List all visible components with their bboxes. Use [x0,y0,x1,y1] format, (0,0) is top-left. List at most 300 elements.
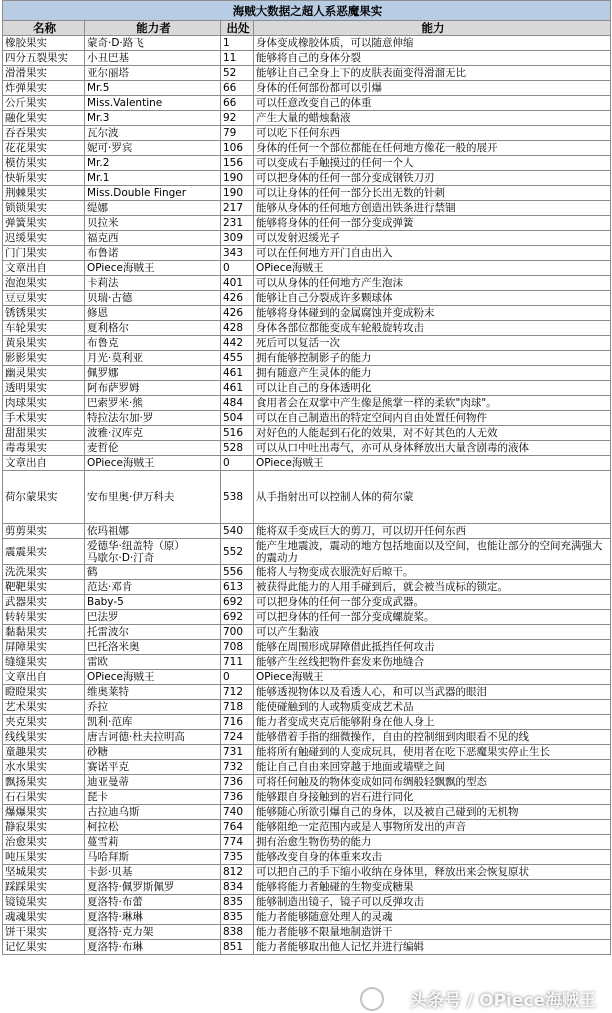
source-cell: 736 [221,775,254,790]
fruit-name-cell: 童趣果实 [3,745,85,760]
fruit-table-body [3,1,611,955]
user-cell: 巴托洛米奥 [85,640,221,655]
source-cell: 343 [221,246,254,261]
ability-cell: 可以吃下任何东西 [254,126,611,141]
user-cell: 迪亚曼蒂 [85,775,221,790]
user-cell: 安布里奥·伊万科夫 [85,471,221,524]
user-cell: 缇娜 [85,201,221,216]
table-row [3,126,611,141]
fruit-name-cell: 震震果实 [3,539,85,565]
ability-cell: 可以把身体的任何一部分变成武器。 [254,595,611,610]
fruit-name-cell: 文章出自 [3,261,85,276]
user-cell: 卡彭·贝基 [85,865,221,880]
table-row [3,321,611,336]
fruit-name-cell: 幽灵果实 [3,366,85,381]
user-cell: 赛诺平克 [85,760,221,775]
source-cell: 774 [221,835,254,850]
user-cell: 亚尔丽塔 [85,66,221,81]
fruit-name-cell: 转转果实 [3,610,85,625]
table-row [3,865,611,880]
ability-cell: 可以变成右手触摸过的任何一个人 [254,156,611,171]
fruit-name-cell: 豆豆果实 [3,291,85,306]
fruit-name-cell: 踩踩果实 [3,880,85,895]
table-row [3,51,611,66]
title-row [3,1,611,21]
table-row [3,381,611,396]
table-row [3,715,611,730]
table-row [3,580,611,595]
fruit-name-cell: 剪剪果实 [3,524,85,539]
header-row [3,21,611,36]
table-row [3,351,611,366]
source-cell: 190 [221,171,254,186]
fruit-name-cell: 快斩果实 [3,171,85,186]
fruit-name-cell: 肉球果实 [3,396,85,411]
table-row [3,655,611,670]
source-cell: 92 [221,111,254,126]
watermark-logo-icon [360,987,384,1011]
ability-cell: 可以把自己的手下缩小收纳在身体里，释放出来会恢复原状 [254,865,611,880]
table-row [3,201,611,216]
ability-cell: 从手指射出可以控制人体的荷尔蒙 [254,471,611,524]
user-cell: 贝瑞·古德 [85,291,221,306]
table-row [3,805,611,820]
table-row [3,835,611,850]
table-row [3,790,611,805]
table-row [3,171,611,186]
fruit-name-cell: 水水果实 [3,760,85,775]
fruit-name-cell: 黏黏果实 [3,625,85,640]
user-cell: 鹤 [85,565,221,580]
source-cell: 11 [221,51,254,66]
source-cell: 735 [221,850,254,865]
table-row [3,81,611,96]
fruit-name-cell: 瞪瞪果实 [3,685,85,700]
source-cell: 740 [221,805,254,820]
source-cell: 700 [221,625,254,640]
table-row [3,471,611,524]
user-cell: 依玛祖娜 [85,524,221,539]
table-row [3,940,611,955]
fruit-name-cell: 荆棘果实 [3,186,85,201]
user-cell: 蔓雪莉 [85,835,221,850]
user-cell: 夏洛特·布琳 [85,940,221,955]
ability-cell: 能让自己自由来回穿越于地面或墙壁之间 [254,760,611,775]
source-cell: 528 [221,441,254,456]
header-name: 名称 [3,21,85,36]
user-cell: 布鲁诺 [85,246,221,261]
source-cell: 0 [221,670,254,685]
user-cell: Mr.3 [85,111,221,126]
header-ability: 能力 [254,21,611,36]
source-cell: 0 [221,456,254,471]
ability-cell: 能将所有触碰到的人变成玩具，使用者在吃下恶魔果实停止生长 [254,745,611,760]
user-cell: 爱德华·纽盖特（原） 马歇尔·D·汀奇 [85,539,221,565]
ability-cell: 可以把身体的任何一部分变成钢铁刀刃 [254,171,611,186]
user-cell: 夏洛特·布蕾 [85,895,221,910]
fruit-name-cell: 公斤果实 [3,96,85,111]
fruit-name-cell: 车轮果实 [3,321,85,336]
table-row [3,700,611,715]
source-cell: 716 [221,715,254,730]
table-row [3,925,611,940]
ability-cell: 对好色的人能起到石化的效果，对不好其色的人无效 [254,426,611,441]
ability-cell: 能将双手变成巨大的剪刀，可以切开任何东西 [254,524,611,539]
table-row [3,670,611,685]
ability-cell: 可以从口中吐出毒气，亦可从身体释放出大量含剧毒的液体 [254,441,611,456]
table-row [3,441,611,456]
table-row [3,96,611,111]
table-row [3,820,611,835]
ability-cell: 能力者能够取出他人记忆并进行编辑 [254,940,611,955]
user-cell: 瓦尔波 [85,126,221,141]
header-user: 能力者 [85,21,221,36]
source-cell: 835 [221,910,254,925]
user-cell: 小丑巴基 [85,51,221,66]
user-cell: 佩罗娜 [85,366,221,381]
fruit-name-cell: 艺术果实 [3,700,85,715]
source-cell: 692 [221,610,254,625]
fruit-name-cell: 四分五裂果实 [3,51,85,66]
fruit-name-cell: 门门果实 [3,246,85,261]
ability-cell: 可以从身体的任何地方产生泡沫 [254,276,611,291]
source-cell: 540 [221,524,254,539]
source-cell: 718 [221,700,254,715]
fruit-name-cell: 缝缝果实 [3,655,85,670]
ability-cell: 可以把身体的任何一部分变成螺旋桨。 [254,610,611,625]
table-row [3,366,611,381]
user-cell: 唐吉诃德·杜夫拉明高 [85,730,221,745]
ability-cell: 身体的任何部份都可以引爆 [254,81,611,96]
source-cell: 732 [221,760,254,775]
ability-cell: 可以在自己制造出的特定空间内自由处置任何物件 [254,411,611,426]
fruit-name-cell: 甜甜果实 [3,426,85,441]
user-cell: 巴索罗米·熊 [85,396,221,411]
source-cell: 731 [221,745,254,760]
fruit-name-cell: 文章出自 [3,456,85,471]
user-cell: Miss.Double Finger [85,186,221,201]
user-cell: 雷欧 [85,655,221,670]
user-cell: 夏洛特·琳琳 [85,910,221,925]
source-cell: 552 [221,539,254,565]
user-cell: 布鲁克 [85,336,221,351]
fruit-name-cell: 武器果实 [3,595,85,610]
fruit-name-cell: 镜镜果实 [3,895,85,910]
table-row [3,850,611,865]
user-cell: 琵卡 [85,790,221,805]
source-cell: 0 [221,261,254,276]
user-cell: 修恩 [85,306,221,321]
source-cell: 401 [221,276,254,291]
fruit-name-cell: 弹簧果实 [3,216,85,231]
table-row [3,539,611,565]
user-cell: Mr.5 [85,81,221,96]
user-cell: Mr.2 [85,156,221,171]
source-cell: 66 [221,96,254,111]
source-cell: 838 [221,925,254,940]
ability-cell: OPiece海贼王 [254,670,611,685]
table-row [3,895,611,910]
source-cell: 851 [221,940,254,955]
user-cell: 乔拉 [85,700,221,715]
fruit-name-cell: 迟缓果实 [3,231,85,246]
source-cell: 834 [221,880,254,895]
fruit-name-cell: 模仿果实 [3,156,85,171]
ability-cell: 能够产生丝线把物件套发来伤地缝合 [254,655,611,670]
user-cell: 夏洛特·佩罗斯佩罗 [85,880,221,895]
fruit-table [2,0,611,955]
fruit-name-cell: 影影果实 [3,351,85,366]
user-cell: 妮可·罗宾 [85,141,221,156]
source-cell: 692 [221,595,254,610]
source-cell: 764 [221,820,254,835]
source-cell: 426 [221,291,254,306]
table-row [3,261,611,276]
ability-cell: 能力者能够随意处理人的灵魂 [254,910,611,925]
source-cell: 1 [221,36,254,51]
fruit-name-cell: 飘扬果实 [3,775,85,790]
source-cell: 516 [221,426,254,441]
table-row [3,880,611,895]
header-source: 出处 [221,21,254,36]
table-row [3,216,611,231]
ability-cell: 能够阻绝一定范围内或是人事物所发出的声音 [254,820,611,835]
fruit-name-cell: 爆爆果实 [3,805,85,820]
ability-cell: 能够让自己分裂成许多颗球体 [254,291,611,306]
ability-cell: 能够将能力者触碰的生物变成糖果 [254,880,611,895]
ability-cell: 拥有治愈生物伤势的能力 [254,835,611,850]
table-row [3,291,611,306]
ability-cell: 被获得此能力的人用手碰到后，就会被当成标的锁定。 [254,580,611,595]
source-cell: 812 [221,865,254,880]
table-row [3,595,611,610]
table-row [3,186,611,201]
user-cell: 托雷波尔 [85,625,221,640]
user-cell: 砂糖 [85,745,221,760]
ability-cell: 能够随心所欲引爆自己的身体，以及被自己碰到的无机物 [254,805,611,820]
user-cell: 古拉迪乌斯 [85,805,221,820]
ability-cell: 拥有能够控制影子的能力 [254,351,611,366]
table-row [3,610,611,625]
table-row [3,246,611,261]
source-cell: 504 [221,411,254,426]
ability-cell: 能够透视物体以及看透人心，和可以当武器的眼泪 [254,685,611,700]
fruit-name-cell: 锈锈果实 [3,306,85,321]
fruit-name-cell: 石石果实 [3,790,85,805]
user-cell: 月光·莫利亚 [85,351,221,366]
fruit-name-cell: 记忆果实 [3,940,85,955]
source-cell: 190 [221,186,254,201]
source-cell: 231 [221,216,254,231]
ability-cell: 能力者变成夹克后能够附身在他人身上 [254,715,611,730]
ability-cell: 能将人与物变成衣服洗好后晾干。 [254,565,611,580]
ability-cell: 能够将身体的任何一部分变成弹簧 [254,216,611,231]
fruit-name-cell: 吞吞果实 [3,126,85,141]
source-cell: 708 [221,640,254,655]
table-row [3,730,611,745]
fruit-name-cell: 黄泉果实 [3,336,85,351]
user-cell: OPiece海贼王 [85,670,221,685]
user-cell: OPiece海贼王 [85,261,221,276]
source-cell: 461 [221,381,254,396]
user-cell: 特拉法尔加·罗 [85,411,221,426]
fruit-name-cell: 夹克果实 [3,715,85,730]
source-cell: 426 [221,306,254,321]
ability-cell: 能使碰触到的人或物质变成艺术品 [254,700,611,715]
fruit-name-cell: 靶靶果实 [3,580,85,595]
ability-cell: 可以任意改变自己的体重 [254,96,611,111]
source-cell: 724 [221,730,254,745]
table-row [3,66,611,81]
table-row [3,156,611,171]
ability-cell: 可以发射迟缓光子 [254,231,611,246]
fruit-name-cell: 静寂果实 [3,820,85,835]
fruit-name-cell: 透明果实 [3,381,85,396]
fruit-name-cell: 毒毒果实 [3,441,85,456]
user-cell: 波雅·汉库克 [85,426,221,441]
ability-cell: OPiece海贼王 [254,456,611,471]
source-cell: 52 [221,66,254,81]
ability-cell: 能力者能够不限量地制造饼干 [254,925,611,940]
table-row [3,36,611,51]
ability-cell: 能产生地震波，震动的地方包括地面以及空间，也能让部分的空间充满强大的震动力 [254,539,611,565]
source-cell: 613 [221,580,254,595]
user-cell: 贝拉米 [85,216,221,231]
ability-cell: 身体的任何一个部位都能在任何地方像花一般的展开 [254,141,611,156]
user-cell: 夏利格尔 [85,321,221,336]
ability-cell: 身体变成橡胶体质，可以随意伸缩 [254,36,611,51]
source-cell: 66 [221,81,254,96]
fruit-name-cell: 锁锁果实 [3,201,85,216]
fruit-name-cell: 魂魂果实 [3,910,85,925]
fruit-name-cell: 滑滑果实 [3,66,85,81]
table-row [3,625,611,640]
ability-cell: 可以让身体的任何一部分长出无数的针刺 [254,186,611,201]
table-row [3,111,611,126]
ability-cell: 能够借着手指的细微操作，自由的控制细到肉眼看不见的线 [254,730,611,745]
ability-cell: 食用者会在双掌中产生像是熊掌一样的柔软"肉球"。 [254,396,611,411]
fruit-name-cell: 屏障果实 [3,640,85,655]
ability-cell: 产生大量的蜡烛黏液 [254,111,611,126]
table-row [3,640,611,655]
ability-cell: 可以产生黏液 [254,625,611,640]
ability-cell: 身体各部位都能变成车轮般旋转攻击 [254,321,611,336]
ability-cell: 能够制造出镜子，镜子可以反弹攻击 [254,895,611,910]
user-cell: Miss.Valentine [85,96,221,111]
fruit-name-cell: 泡泡果实 [3,276,85,291]
ability-cell: 死后可以复活一次 [254,336,611,351]
user-cell: 范达·邓肯 [85,580,221,595]
fruit-name-cell: 融化果实 [3,111,85,126]
source-cell: 455 [221,351,254,366]
fruit-name-cell: 橡胶果实 [3,36,85,51]
ability-cell: 能够从身体的任何地方创造出铁条进行禁锢 [254,201,611,216]
ability-cell: 能够改变自身的体重来攻击 [254,850,611,865]
table-row [3,276,611,291]
fruit-name-cell: 手术果实 [3,411,85,426]
fruit-name-cell: 花花果实 [3,141,85,156]
ability-cell: 能够在周围形成屏障借此抵挡任何攻击 [254,640,611,655]
source-cell: 538 [221,471,254,524]
user-cell: 巴法罗 [85,610,221,625]
source-cell: 736 [221,790,254,805]
ability-cell: 能够将身体碰到的金属腐蚀并变成粉末 [254,306,611,321]
ability-cell: 可以让自己的身体透明化 [254,381,611,396]
ability-cell: 可以在任何地方开门自由出入 [254,246,611,261]
source-cell: 309 [221,231,254,246]
source-cell: 484 [221,396,254,411]
ability-cell: OPiece海贼王 [254,261,611,276]
user-cell: 柯拉松 [85,820,221,835]
user-cell: 凯利·范库 [85,715,221,730]
user-cell: 麦哲伦 [85,441,221,456]
fruit-name-cell: 文章出自 [3,670,85,685]
user-cell: 卡莉法 [85,276,221,291]
source-cell: 217 [221,201,254,216]
table-row [3,411,611,426]
source-cell: 556 [221,565,254,580]
table-row [3,141,611,156]
source-cell: 428 [221,321,254,336]
table-row [3,396,611,411]
table-title: 海贼大数据之超人系恶魔果实 [3,1,611,21]
source-cell: 156 [221,156,254,171]
user-cell: 马哈拜斯 [85,850,221,865]
user-cell: 福克西 [85,231,221,246]
table-row [3,336,611,351]
watermark: 头条号 / OPiece海贼王 [410,991,596,1011]
user-cell: 蒙奇·D·路飞 [85,36,221,51]
fruit-name-cell: 治愈果实 [3,835,85,850]
source-cell: 106 [221,141,254,156]
table-row [3,231,611,246]
ability-cell: 能够跟自身接触到的岩石进行同化 [254,790,611,805]
fruit-name-cell: 坚城果实 [3,865,85,880]
ability-cell: 拥有随意产生灵体的能力 [254,366,611,381]
fruit-name-cell: 炸弹果实 [3,81,85,96]
table-row [3,565,611,580]
table-row [3,760,611,775]
table-row [3,775,611,790]
fruit-name-cell: 吨压果实 [3,850,85,865]
table-row [3,910,611,925]
fruit-name-cell: 荷尔蒙果实 [3,471,85,524]
table-row [3,685,611,700]
source-cell: 711 [221,655,254,670]
fruit-name-cell: 线线果实 [3,730,85,745]
user-cell: 阿布萨罗姆 [85,381,221,396]
table-row [3,745,611,760]
user-cell: Baby-5 [85,595,221,610]
table-row [3,426,611,441]
table-row [3,306,611,321]
table-row [3,524,611,539]
source-cell: 461 [221,366,254,381]
fruit-name-cell: 洗洗果实 [3,565,85,580]
user-cell: 夏洛特·克力架 [85,925,221,940]
source-cell: 442 [221,336,254,351]
source-cell: 712 [221,685,254,700]
table-row [3,456,611,471]
fruit-name-cell: 饼干果实 [3,925,85,940]
user-cell: 维奥莱特 [85,685,221,700]
source-cell: 79 [221,126,254,141]
ability-cell: 能够让自己全身上下的皮肤表面变得滑溜无比 [254,66,611,81]
user-cell: Mr.1 [85,171,221,186]
ability-cell: 能够将自己的身体分裂 [254,51,611,66]
user-cell: OPiece海贼王 [85,456,221,471]
ability-cell: 可将任何触及的物体变成如同布绸般轻飘飘的型态 [254,775,611,790]
